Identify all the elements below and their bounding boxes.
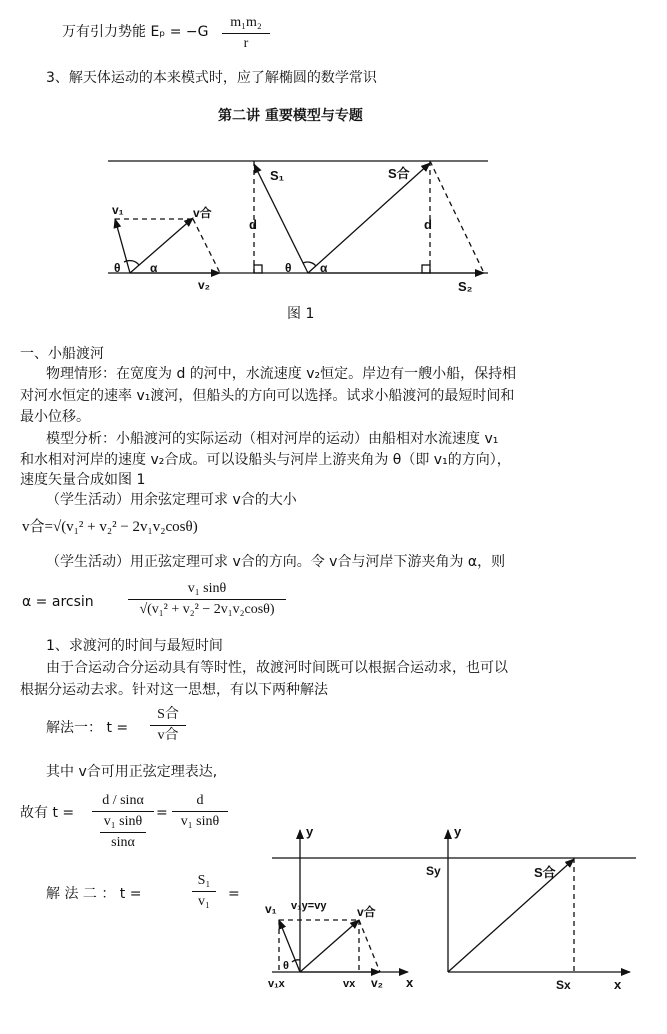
- paragraph-5-line-1: 由于合运动合分运动具有等时性，故渡河时间既可以根据合运动求，也可以: [46, 660, 508, 676]
- fraction-denominator: r: [243, 36, 249, 51]
- fraction-numerator: m₁m₂: [230, 15, 262, 30]
- fig1-alpha-label: α: [150, 261, 158, 275]
- fig2-vh-label: v合: [357, 905, 376, 919]
- fig1-alpha2-label: α: [320, 261, 328, 275]
- fig2-sh-label: S合: [534, 865, 556, 880]
- equation-3-equals: =: [156, 805, 168, 821]
- fraction-denominator: √(v₁² + v₂² − 2v₁v₂cosθ): [139, 602, 275, 617]
- potential-energy-label: 万有引力势能 Eₚ = −G: [62, 24, 209, 40]
- fraction-denominator: v₁ sinθ: [103, 814, 143, 829]
- fig2-dash-right: [359, 920, 380, 972]
- fig2-vx-label: vx: [343, 978, 356, 990]
- fig1-s2-label: S₂: [458, 279, 473, 294]
- paragraph-1-line-1: 物理情形：在宽度为 d 的河中，水流速度 v₂恒定。岸边有一艘小船，保持相: [46, 366, 517, 382]
- fig1-v2-label: v₂: [198, 278, 211, 292]
- section-title-boat: 一、小船渡河: [20, 346, 104, 362]
- fraction-numerator: S₁: [197, 873, 211, 888]
- fraction-numerator: v₁ sinθ: [187, 581, 227, 596]
- alpha-equation-label: α = arcsin: [22, 594, 94, 610]
- fig2-v2-label: v₂: [371, 976, 384, 990]
- fig2-vh-vector: [300, 920, 359, 972]
- fig1-v1-label: v₁: [112, 203, 124, 217]
- fig2-v1y-label: v₁y=vy: [291, 900, 327, 912]
- fig2-theta-label: θ: [283, 960, 289, 972]
- fig1-theta-label: θ: [114, 261, 121, 275]
- fig1-s1-label: S₁: [270, 168, 285, 183]
- fig1-d1-label: d: [249, 217, 257, 232]
- fig2-x2-label: x: [614, 977, 622, 992]
- lecture-heading: 第二讲 重要模型与专题: [218, 108, 363, 124]
- solution-2-equals: =: [228, 886, 240, 902]
- fraction-denominator: v₁ sinθ: [180, 814, 220, 829]
- fig1-theta2-label: θ: [285, 261, 292, 275]
- fraction-numerator: d / sinα: [102, 793, 144, 808]
- fraction-sub-denominator: sinα: [111, 835, 135, 850]
- fig1-sh-label: S合: [388, 166, 410, 181]
- fig2-v1-label: v₁: [265, 902, 277, 916]
- fig2-sy-label: Sy: [426, 864, 441, 878]
- paragraph-5-line-2: 根据分运动去求。针对这一思想，有以下两种解法: [20, 682, 328, 698]
- student-activity-sine: （学生活动）用正弦定理可求 v合的方向。令 v合与河岸下游夹角为 α，则: [46, 554, 506, 570]
- paragraph-6: 其中 v合可用正弦定理表达,: [46, 764, 218, 780]
- fraction-numerator: d: [196, 793, 204, 808]
- fraction-numerator: S合: [157, 707, 179, 722]
- paragraph-2-line-1: 模型分析：小船渡河的实际运动（相对河岸的运动）由船相对水流速度 v₁: [46, 431, 499, 447]
- fig2-v1x-label: v₁x: [268, 978, 285, 990]
- subsection-time: 1、求渡河的时间与最短时间: [46, 638, 223, 654]
- solution-2-label: 解 法 二 ： t =: [46, 886, 142, 902]
- paragraph-1-line-3: 最小位移。: [20, 409, 90, 425]
- fig2-x1-label: x: [406, 975, 414, 990]
- fig1-vh-label: v合: [193, 206, 212, 220]
- solution-1-label: 解法一： t =: [46, 720, 129, 736]
- fraction-denominator: v₁: [198, 894, 210, 909]
- paragraph-2-line-2: 和水相对河岸的速度 v₂合成。可以设船头与河岸上游夹角为 θ（即 v₁的方向），: [20, 452, 511, 468]
- ellipse-note: 3、解天体运动的本来模式时，应了解椭圆的数学常识: [46, 70, 377, 86]
- fig2-y1-label: y: [306, 824, 314, 839]
- paragraph-1-line-2: 对河水恒定的速率 v₁渡河，但船头的方向可以选择。试求小船渡河的最短时间和: [20, 388, 515, 404]
- cosine-law-equation: v合=√(v₁² + v₂² − 2v₁v₂cosθ): [22, 519, 198, 535]
- fig2-sx-label: Sx: [556, 978, 571, 992]
- student-activity-cosine: （学生活动）用余弦定理可求 v合的大小: [46, 492, 297, 508]
- fraction-denominator: v合: [157, 728, 179, 743]
- figure-1-caption: 图 1: [287, 306, 315, 322]
- paragraph-2-line-3: 速度矢量合成如图 1: [20, 472, 146, 488]
- fig2-y2-label: y: [454, 824, 462, 839]
- equation-3-label: 故有 t =: [20, 805, 75, 821]
- fig1-d2-label: d: [424, 217, 432, 232]
